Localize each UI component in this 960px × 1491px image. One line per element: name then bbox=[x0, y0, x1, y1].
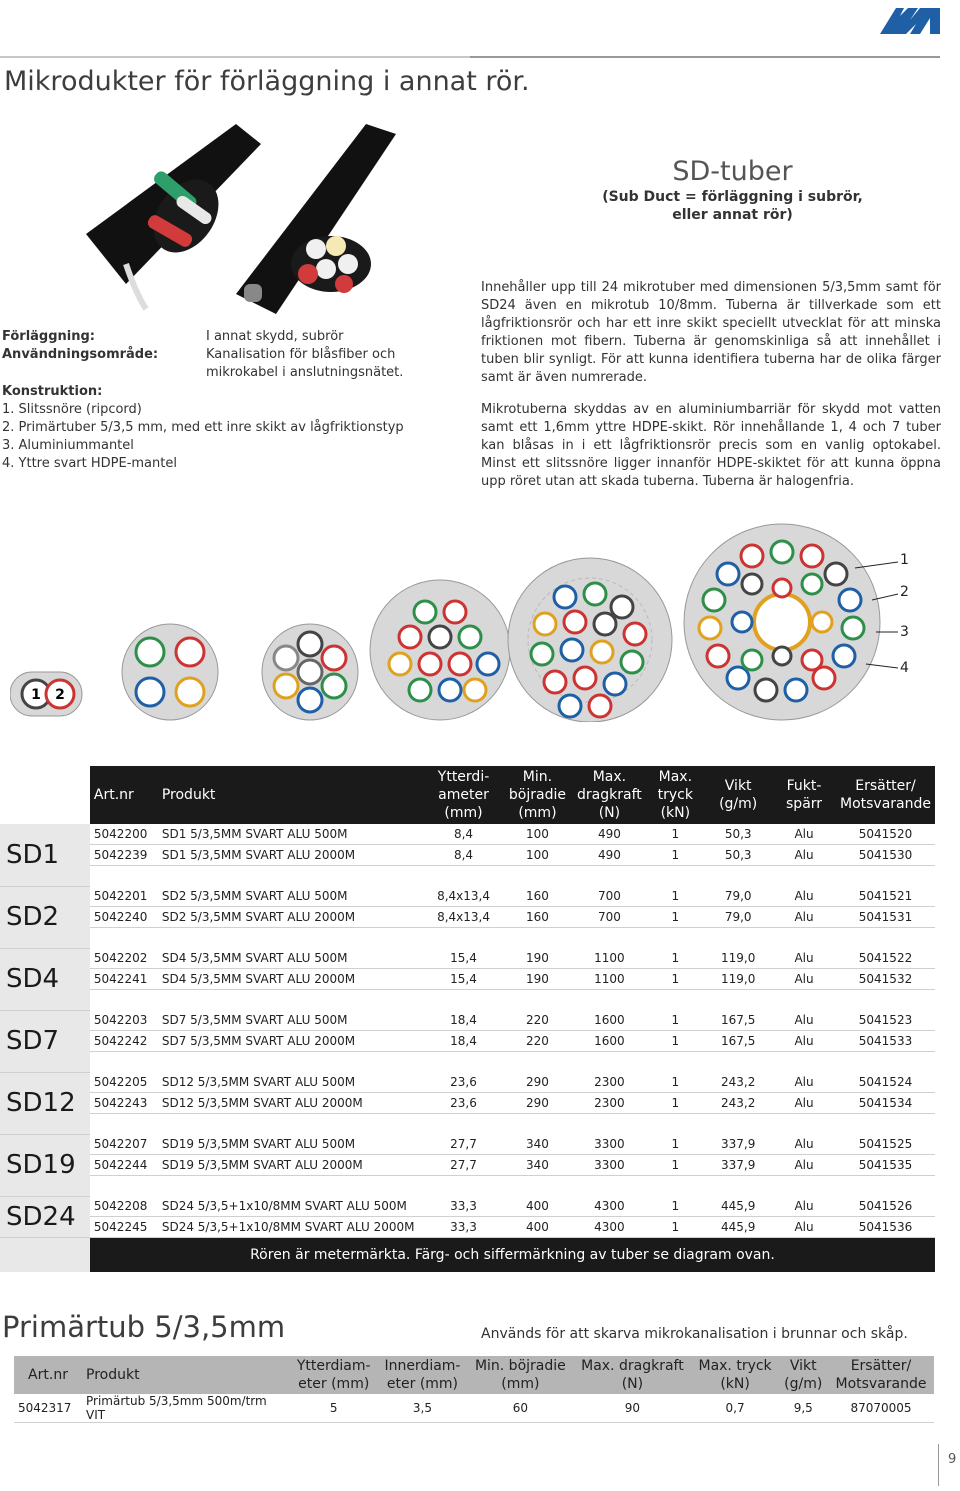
cell-bojradie: 160 bbox=[502, 886, 572, 907]
table-row bbox=[0, 1010, 935, 1031]
table-row bbox=[0, 1134, 935, 1155]
cell-fuktsparr: Alu bbox=[772, 969, 836, 990]
h-vikt-1: Vikt bbox=[724, 778, 752, 794]
p-cell-tryck: 0,7 bbox=[692, 1394, 779, 1423]
cell-ersatter: 5041525 bbox=[836, 1134, 935, 1155]
cell-ersatter: 5041535 bbox=[836, 1155, 935, 1176]
group-spacer bbox=[0, 866, 935, 887]
cell-dragkraft: 2300 bbox=[572, 1093, 646, 1114]
p-header-vikt bbox=[779, 1356, 828, 1394]
h-ytter-3: (mm) bbox=[444, 805, 483, 821]
forlaggning-label: Förläggning: bbox=[2, 329, 96, 344]
cell-vikt: 119,0 bbox=[704, 948, 772, 969]
cell-tryck: 1 bbox=[646, 886, 704, 907]
cell-vikt: 445,9 bbox=[704, 1217, 772, 1238]
konstruktion-item-4: 4. Yttre svart HDPE-mantel bbox=[2, 456, 177, 471]
p-h-tryck-1: Max. tryck bbox=[698, 1358, 772, 1374]
h-ytter-1: Ytterdi- bbox=[437, 769, 490, 785]
cell-fuktsparr: Alu bbox=[772, 1217, 836, 1238]
cell-tryck: 1 bbox=[646, 1093, 704, 1114]
p-h-min-1: Min. böjradie bbox=[474, 1358, 566, 1374]
sd-product-table bbox=[0, 766, 935, 1272]
sd-table-body bbox=[0, 824, 935, 1238]
cell-bojradie: 160 bbox=[502, 907, 572, 928]
cell-dragkraft: 700 bbox=[572, 907, 646, 928]
cell-bojradie: 400 bbox=[502, 1196, 572, 1217]
cell-tryck: 1 bbox=[646, 845, 704, 866]
p-header-dragkraft bbox=[573, 1356, 691, 1394]
cell-artnr: 5042201 bbox=[90, 886, 158, 907]
cell-tryck: 1 bbox=[646, 1134, 704, 1155]
cell-ytterdiameter: 33,3 bbox=[425, 1217, 503, 1238]
cell-bojradie: 290 bbox=[502, 1072, 572, 1093]
cell-vikt: 50,3 bbox=[704, 824, 772, 845]
sd12-section bbox=[370, 580, 510, 720]
cell-artnr: 5042205 bbox=[90, 1072, 158, 1093]
cell-fuktsparr: Alu bbox=[772, 1031, 836, 1052]
table-row bbox=[0, 948, 935, 969]
p-cell-inner: 3,5 bbox=[377, 1394, 467, 1423]
cell-ytterdiameter: 8,4x13,4 bbox=[425, 907, 503, 928]
cell-bojradie: 100 bbox=[502, 845, 572, 866]
anv-value-2: mikrokabel i anslutningsnätet. bbox=[206, 365, 404, 380]
group-spacer bbox=[0, 1114, 935, 1135]
cell-ersatter: 5041523 bbox=[836, 1010, 935, 1031]
sd-subtitle-line2: eller annat rör) bbox=[672, 207, 793, 223]
cell-vikt: 79,0 bbox=[704, 907, 772, 928]
header-produkt: Produkt bbox=[158, 766, 425, 824]
cell-produkt: SD19 5/3,5MM SVART ALU 500M bbox=[158, 1134, 425, 1155]
p-h-ers-2: Motsvarande bbox=[835, 1376, 927, 1392]
header-ytterdiameter bbox=[425, 766, 503, 824]
page-title: Mikrodukter för förläggning i annat rör. bbox=[4, 66, 530, 97]
cell-vikt: 79,0 bbox=[704, 886, 772, 907]
company-logo bbox=[878, 4, 942, 36]
table-row bbox=[0, 907, 935, 928]
cell-artnr: 5042243 bbox=[90, 1093, 158, 1114]
spacer-cell bbox=[90, 1176, 935, 1197]
sd-table-note-row bbox=[0, 1238, 935, 1273]
cell-bojradie: 190 bbox=[502, 948, 572, 969]
cell-fuktsparr: Alu bbox=[772, 1010, 836, 1031]
cell-fuktsparr: Alu bbox=[772, 886, 836, 907]
p-cell-ytter: 5 bbox=[290, 1394, 377, 1423]
sd-subtitle bbox=[560, 188, 905, 224]
primar-title: Primärtub 5/3,5mm bbox=[2, 1310, 286, 1344]
cell-produkt: SD24 5/3,5+1x10/8MM SVART ALU 500M bbox=[158, 1196, 425, 1217]
p-cell-vikt: 9,5 bbox=[779, 1394, 828, 1423]
cell-dragkraft: 3300 bbox=[572, 1134, 646, 1155]
cell-ytterdiameter: 15,4 bbox=[425, 969, 503, 990]
h-ers-1: Ersätter/ bbox=[855, 778, 916, 794]
h-drag-2: dragkraft bbox=[577, 787, 642, 803]
cell-dragkraft: 4300 bbox=[572, 1217, 646, 1238]
spacer-cell bbox=[90, 1114, 935, 1135]
cell-fuktsparr: Alu bbox=[772, 1155, 836, 1176]
cell-produkt: SD19 5/3,5MM SVART ALU 2000M bbox=[158, 1155, 425, 1176]
header-bojradie bbox=[502, 766, 572, 824]
h-vikt-2: (g/m) bbox=[719, 796, 758, 812]
p-h-drag-1: Max. dragkraft bbox=[581, 1358, 684, 1374]
group-label: SD7 bbox=[0, 1010, 90, 1072]
sd7-section bbox=[262, 624, 358, 720]
cell-artnr: 5042202 bbox=[90, 948, 158, 969]
cell-ytterdiameter: 8,4x13,4 bbox=[425, 886, 503, 907]
table-row bbox=[0, 824, 935, 845]
konstruktion-item-1: 1. Slitssnöre (ripcord) bbox=[2, 402, 142, 417]
table-row bbox=[0, 1031, 935, 1052]
cell-bojradie: 400 bbox=[502, 1217, 572, 1238]
header-dragkraft bbox=[572, 766, 646, 824]
sd19-section bbox=[508, 558, 672, 722]
cell-ersatter: 5041536 bbox=[836, 1217, 935, 1238]
cell-bojradie: 290 bbox=[502, 1093, 572, 1114]
p-cell-artnr: 5042317 bbox=[14, 1394, 82, 1423]
cell-vikt: 167,5 bbox=[704, 1010, 772, 1031]
cell-artnr: 5042203 bbox=[90, 1010, 158, 1031]
cell-dragkraft: 490 bbox=[572, 845, 646, 866]
anv-value-1: Kanalisation för blåsfiber och bbox=[206, 347, 396, 362]
forlaggning-value: I annat skydd, subrör bbox=[206, 329, 344, 344]
cell-vikt: 167,5 bbox=[704, 1031, 772, 1052]
h-min-3: (mm) bbox=[518, 805, 557, 821]
sd-table-header bbox=[0, 766, 935, 824]
p-h-drag-2: (N) bbox=[621, 1376, 644, 1392]
table-row bbox=[0, 1072, 935, 1093]
cell-artnr: 5042207 bbox=[90, 1134, 158, 1155]
h-tryck-3: (kN) bbox=[660, 805, 691, 821]
cell-produkt: SD12 5/3,5MM SVART ALU 2000M bbox=[158, 1093, 425, 1114]
cell-dragkraft: 1100 bbox=[572, 969, 646, 990]
group-label: SD2 bbox=[0, 886, 90, 948]
table-row bbox=[0, 886, 935, 907]
p-header-bojradie bbox=[467, 1356, 573, 1394]
p-cell-dragkraft: 90 bbox=[573, 1394, 691, 1423]
cell-fuktsparr: Alu bbox=[772, 845, 836, 866]
p-h-vikt-1: Vikt bbox=[789, 1358, 817, 1374]
cell-tryck: 1 bbox=[646, 1010, 704, 1031]
h-min-1: Min. bbox=[522, 769, 553, 785]
h-drag-3: (N) bbox=[598, 805, 621, 821]
p-header-inner bbox=[377, 1356, 467, 1394]
group-label: SD12 bbox=[0, 1072, 90, 1134]
group-label: SD4 bbox=[0, 948, 90, 1010]
cell-ytterdiameter: 18,4 bbox=[425, 1031, 503, 1052]
h-min-2: böjradie bbox=[508, 787, 566, 803]
cell-produkt: SD12 5/3,5MM SVART ALU 500M bbox=[158, 1072, 425, 1093]
sd-title: SD-tuber bbox=[672, 156, 793, 187]
cell-tryck: 1 bbox=[646, 1196, 704, 1217]
cell-artnr: 5042200 bbox=[90, 824, 158, 845]
table-row bbox=[0, 1155, 935, 1176]
h-tryck-2: tryck bbox=[657, 787, 693, 803]
cell-ytterdiameter: 33,3 bbox=[425, 1196, 503, 1217]
cell-artnr: 5042240 bbox=[90, 907, 158, 928]
cell-artnr: 5042244 bbox=[90, 1155, 158, 1176]
cell-ersatter: 5041526 bbox=[836, 1196, 935, 1217]
sd24-section bbox=[684, 524, 898, 720]
cell-tryck: 1 bbox=[646, 948, 704, 969]
diagram-label-3: 3 bbox=[900, 624, 909, 640]
spacer-cell bbox=[90, 1052, 935, 1073]
cell-produkt: SD1 5/3,5MM SVART ALU 2000M bbox=[158, 845, 425, 866]
cell-vikt: 337,9 bbox=[704, 1155, 772, 1176]
group-label: SD1 bbox=[0, 824, 90, 886]
cell-bojradie: 340 bbox=[502, 1155, 572, 1176]
cell-ytterdiameter: 23,6 bbox=[425, 1072, 503, 1093]
anv-label: Användningsområde: bbox=[2, 347, 159, 362]
spacer-cell bbox=[90, 990, 935, 1011]
p-cell-produkt: Primärtub 5/3,5mm 500m/trm VIT bbox=[82, 1394, 290, 1423]
table-row bbox=[0, 845, 935, 866]
cell-vikt: 337,9 bbox=[704, 1134, 772, 1155]
cell-ytterdiameter: 27,7 bbox=[425, 1134, 503, 1155]
cell-artnr: 5042239 bbox=[90, 845, 158, 866]
konstruktion-item-3: 3. Aluminiummantel bbox=[2, 438, 134, 453]
cell-dragkraft: 1100 bbox=[572, 948, 646, 969]
cell-artnr: 5042242 bbox=[90, 1031, 158, 1052]
header-vikt bbox=[704, 766, 772, 824]
p-h-ytter-1: Ytterdiam- bbox=[296, 1358, 371, 1374]
cell-ytterdiameter: 8,4 bbox=[425, 845, 503, 866]
cell-produkt: SD4 5/3,5MM SVART ALU 2000M bbox=[158, 969, 425, 990]
svg-text:2: 2 bbox=[55, 687, 65, 703]
cell-ytterdiameter: 18,4 bbox=[425, 1010, 503, 1031]
cell-fuktsparr: Alu bbox=[772, 1196, 836, 1217]
cell-dragkraft: 3300 bbox=[572, 1155, 646, 1176]
cell-tryck: 1 bbox=[646, 1072, 704, 1093]
cell-dragkraft: 4300 bbox=[572, 1196, 646, 1217]
cell-ersatter: 5041520 bbox=[836, 824, 935, 845]
p-header-tryck bbox=[692, 1356, 779, 1394]
table-row bbox=[0, 969, 935, 990]
diagram-label-1: 1 bbox=[900, 552, 909, 568]
cell-vikt: 243,2 bbox=[704, 1072, 772, 1093]
diagram-label-2: 2 bbox=[900, 584, 909, 600]
page-number: 9 bbox=[948, 1452, 957, 1467]
cell-dragkraft: 2300 bbox=[572, 1072, 646, 1093]
h-drag-1: Max. bbox=[592, 769, 627, 785]
cell-produkt: SD7 5/3,5MM SVART ALU 500M bbox=[158, 1010, 425, 1031]
cell-tryck: 1 bbox=[646, 824, 704, 845]
sd-subtitle-line1: (Sub Duct = förläggning i subrör, bbox=[602, 189, 863, 205]
header-rule-accent bbox=[470, 56, 940, 58]
group-label: SD19 bbox=[0, 1134, 90, 1196]
description-p1: Innehåller upp till 24 mikrotuber med dimensionen 5/3,5mm samt för SD24 även en mikrotub 10/8mm. Tuberna är tillverkade som ett lågfriktionsrör och har ett inre skikt speciellt utvecklat för att minska friktionen mot fibern. Tuberna är genomskinliga så att innehållet i tuben blir synligt. För att kunna identifiera tuberna har de olika färger samt är även numrerade. bbox=[481, 280, 941, 385]
cell-tryck: 1 bbox=[646, 1155, 704, 1176]
header-spacer bbox=[0, 766, 90, 824]
group-spacer bbox=[0, 928, 935, 949]
h-fukt-1: Fukt- bbox=[786, 778, 822, 794]
p-header-produkt: Produkt bbox=[82, 1356, 290, 1394]
cell-fuktsparr: Alu bbox=[772, 1093, 836, 1114]
cell-produkt: SD24 5/3,5+1x10/8MM SVART ALU 2000M bbox=[158, 1217, 425, 1238]
cell-dragkraft: 1600 bbox=[572, 1010, 646, 1031]
p-cell-bojradie: 60 bbox=[467, 1394, 573, 1423]
primar-table-header bbox=[14, 1356, 934, 1394]
header-fuktsparr bbox=[772, 766, 836, 824]
cell-bojradie: 220 bbox=[502, 1031, 572, 1052]
cell-bojradie: 190 bbox=[502, 969, 572, 990]
cell-produkt: SD1 5/3,5MM SVART ALU 500M bbox=[158, 824, 425, 845]
note-spacer bbox=[0, 1238, 90, 1273]
spacer-cell bbox=[90, 928, 935, 949]
cell-fuktsparr: Alu bbox=[772, 1134, 836, 1155]
cell-tryck: 1 bbox=[646, 1031, 704, 1052]
cell-artnr: 5042241 bbox=[90, 969, 158, 990]
cell-fuktsparr: Alu bbox=[772, 907, 836, 928]
konstruktion-label: Konstruktion: bbox=[2, 384, 103, 399]
cell-vikt: 445,9 bbox=[704, 1196, 772, 1217]
cell-ersatter: 5041522 bbox=[836, 948, 935, 969]
cell-produkt: SD7 5/3,5MM SVART ALU 2000M bbox=[158, 1031, 425, 1052]
cell-artnr: 5042208 bbox=[90, 1196, 158, 1217]
p-h-ytter-2: eter (mm) bbox=[298, 1376, 370, 1392]
svg-text:1: 1 bbox=[31, 687, 41, 703]
p-h-tryck-2: (kN) bbox=[720, 1376, 750, 1392]
p-header-ytter bbox=[290, 1356, 377, 1394]
page-number-rule bbox=[938, 1444, 939, 1486]
cell-ersatter: 5041521 bbox=[836, 886, 935, 907]
table-row bbox=[0, 1196, 935, 1217]
table-row bbox=[0, 1093, 935, 1114]
h-ytter-2: ameter bbox=[438, 787, 489, 803]
cell-fuktsparr: Alu bbox=[772, 824, 836, 845]
p-cell-ersatter: 87070005 bbox=[828, 1394, 934, 1423]
cell-dragkraft: 490 bbox=[572, 824, 646, 845]
cell-produkt: SD2 5/3,5MM SVART ALU 2000M bbox=[158, 907, 425, 928]
h-ers-2: Motsvarande bbox=[840, 796, 931, 812]
cell-ersatter: 5041531 bbox=[836, 907, 935, 928]
cell-bojradie: 220 bbox=[502, 1010, 572, 1031]
cell-ersatter: 5041524 bbox=[836, 1072, 935, 1093]
cell-vikt: 119,0 bbox=[704, 969, 772, 990]
p-header-ersatter bbox=[828, 1356, 934, 1394]
cell-tryck: 1 bbox=[646, 1217, 704, 1238]
table-row bbox=[0, 1217, 935, 1238]
primar-table-row bbox=[14, 1394, 934, 1423]
cell-vikt: 50,3 bbox=[704, 845, 772, 866]
diagram-label-4: 4 bbox=[900, 660, 909, 676]
primar-table bbox=[14, 1356, 934, 1423]
group-label: SD24 bbox=[0, 1196, 90, 1238]
header-tryck bbox=[646, 766, 704, 824]
p-h-vikt-2: (g/m) bbox=[784, 1376, 823, 1392]
cell-vikt: 243,2 bbox=[704, 1093, 772, 1114]
cell-ytterdiameter: 15,4 bbox=[425, 948, 503, 969]
p-h-min-2: (mm) bbox=[501, 1376, 540, 1392]
konstruktion-item-2: 2. Primärtuber 5/3,5 mm, med ett inre skikt av lågfriktionstyp bbox=[2, 420, 404, 435]
header-artnr: Art.nr bbox=[90, 766, 158, 824]
cell-ersatter: 5041532 bbox=[836, 969, 935, 990]
cell-bojradie: 100 bbox=[502, 824, 572, 845]
p-h-ers-1: Ersätter/ bbox=[850, 1358, 912, 1374]
cell-artnr: 5042245 bbox=[90, 1217, 158, 1238]
cell-produkt: SD2 5/3,5MM SVART ALU 500M bbox=[158, 886, 425, 907]
spacer-cell bbox=[90, 866, 935, 887]
cell-tryck: 1 bbox=[646, 969, 704, 990]
cable-photo bbox=[86, 124, 406, 314]
p-h-inner-1: Innerdiam- bbox=[384, 1358, 461, 1374]
cross-section-diagram bbox=[10, 522, 950, 722]
cell-fuktsparr: Alu bbox=[772, 1072, 836, 1093]
cell-ersatter: 5041530 bbox=[836, 845, 935, 866]
cell-ytterdiameter: 27,7 bbox=[425, 1155, 503, 1176]
sd1-section bbox=[10, 672, 82, 716]
h-fukt-2: spärr bbox=[786, 796, 823, 812]
group-spacer bbox=[0, 1176, 935, 1197]
description-p2: Mikrotuberna skyddas av en aluminiumbarriär för skydd mot vatten samt ett 1,6mm yttre HDPE-skikt. Rör innehållande 1, 4 och 7 tuber kan blåsas in i ett lågfriktionsrör precis som en vanlig optokabel. Minst ett slitssnöre ligger innanför HDPE-skiktet för att kunna öppna upp röret utan att skada tuberna. Tuberna är halogenfria. bbox=[481, 402, 941, 489]
sd4-section bbox=[122, 624, 218, 720]
h-tryck-1: Max. bbox=[658, 769, 693, 785]
cell-bojradie: 340 bbox=[502, 1134, 572, 1155]
p-h-inner-2: eter (mm) bbox=[386, 1376, 459, 1392]
sd-table-note: Rören är metermärkta. Färg- och siffermärkning av tuber se diagram ovan. bbox=[90, 1238, 935, 1273]
description bbox=[481, 279, 941, 505]
cell-ytterdiameter: 23,6 bbox=[425, 1093, 503, 1114]
cell-ersatter: 5041534 bbox=[836, 1093, 935, 1114]
p-header-artnr: Art.nr bbox=[14, 1356, 82, 1394]
header-ersatter bbox=[836, 766, 935, 824]
cell-dragkraft: 1600 bbox=[572, 1031, 646, 1052]
primar-text: Används för att skarva mikrokanalisation i brunnar och skåp. bbox=[481, 1326, 908, 1342]
group-spacer bbox=[0, 1052, 935, 1073]
cell-dragkraft: 700 bbox=[572, 886, 646, 907]
cell-produkt: SD4 5/3,5MM SVART ALU 500M bbox=[158, 948, 425, 969]
cell-tryck: 1 bbox=[646, 907, 704, 928]
cell-fuktsparr: Alu bbox=[772, 948, 836, 969]
cell-ersatter: 5041533 bbox=[836, 1031, 935, 1052]
cell-ytterdiameter: 8,4 bbox=[425, 824, 503, 845]
group-spacer bbox=[0, 990, 935, 1011]
